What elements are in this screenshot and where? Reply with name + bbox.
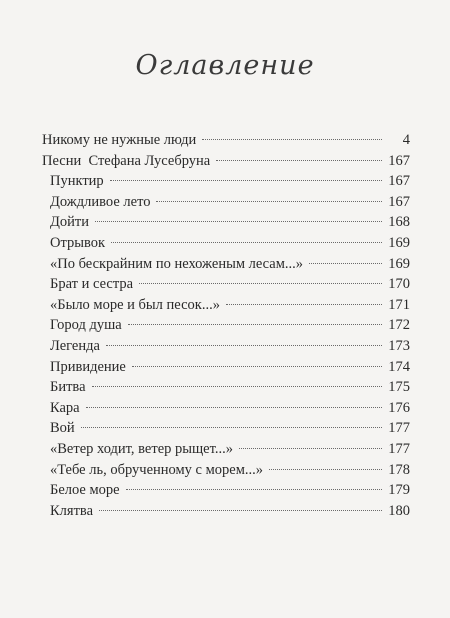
dot-leader [111,242,382,243]
toc-entry-title: Привидение [50,358,126,375]
toc-entry [42,336,410,357]
toc-entry-title: Брат и сестра [50,276,134,293]
toc-entry [42,480,410,501]
toc-entry-title: «По бескрайним по нехоженым лесам...» [50,255,303,272]
toc-entry-title: Никому не нужные люди [42,132,197,148]
toc-entry [42,357,410,378]
toc-entry-page: 168 [388,214,410,231]
toc-entry-title: Город душа [50,317,122,334]
dot-leader [86,407,382,408]
toc-entry-page: 173 [388,337,410,354]
toc-entry [42,151,410,172]
toc-entry-title: Отрывок [50,234,106,251]
toc-entry-page: 167 [388,193,410,210]
toc-entry-title: Дойти [50,214,89,231]
toc-entry-page: 178 [388,461,410,478]
dot-leader [126,489,382,490]
toc-entry-title: Клятва [50,502,94,519]
toc-entry [42,274,410,295]
toc-entry [42,171,410,192]
dot-leader [99,510,382,511]
toc-entry-title: Кара [50,399,80,416]
table-of-contents [42,130,410,521]
dot-leader [128,324,382,325]
toc-entry-page: 169 [388,255,410,272]
toc-entry-title: «Ветер ходит, ветер рыщет...» [50,440,233,457]
toc-entry [42,501,410,522]
toc-entry [42,377,410,398]
toc-entry-page: 167 [388,173,410,190]
dot-leader [132,366,382,367]
toc-entry-page: 4 [402,132,410,148]
toc-entry [42,212,410,233]
page-title: Оглавление [135,50,315,81]
toc-entry-title: «Тебе ль, обрученному с морем...» [50,461,264,478]
toc-entry [42,295,410,316]
toc-entry-page: 179 [388,482,410,499]
toc-entry-title: Белое море [50,482,120,499]
toc-entry-page: 180 [388,502,410,519]
dot-leader [139,283,382,284]
dot-leader [110,180,382,181]
toc-entry-title: Песни Стефана Лусебруна [42,152,211,169]
dot-leader [309,263,382,264]
dot-leader [81,427,382,428]
dot-leader [92,386,382,387]
toc-entry-page: 174 [388,358,410,375]
toc-entry [42,460,410,481]
toc-entry [42,254,410,275]
dot-leader [156,201,382,202]
toc-entry-page: 169 [388,234,410,251]
toc-entry [42,439,410,460]
toc-entry-page: 171 [388,296,410,313]
toc-entry-page: 176 [388,399,410,416]
dot-leader [269,469,382,470]
toc-entry-page: 172 [388,317,410,334]
toc-entry-page: 177 [388,420,410,437]
toc-entry-page: 167 [388,152,410,169]
dot-leader [106,345,382,346]
toc-entry-title: Битва [50,379,86,396]
toc-entry [42,418,410,439]
dot-leader [95,221,382,222]
dot-leader [216,160,382,161]
toc-entry [42,233,410,254]
toc-entry [42,315,410,336]
toc-entry-title: Пунктир [50,173,104,190]
dot-leader [239,448,382,449]
toc-entry-page: 170 [388,276,410,293]
dot-leader [202,139,382,140]
toc-entry-page: 175 [388,379,410,396]
toc-entry-title: Дождливое лето [50,193,151,210]
toc-entry [42,398,410,419]
toc-entry [42,130,410,151]
toc-entry-title: Легенда [50,337,100,354]
toc-entry-page: 177 [388,440,410,457]
toc-entry [42,192,410,213]
toc-entry-title: «Было море и был песок...» [50,296,220,313]
toc-entry-title: Вой [50,420,75,437]
dot-leader [226,304,382,305]
